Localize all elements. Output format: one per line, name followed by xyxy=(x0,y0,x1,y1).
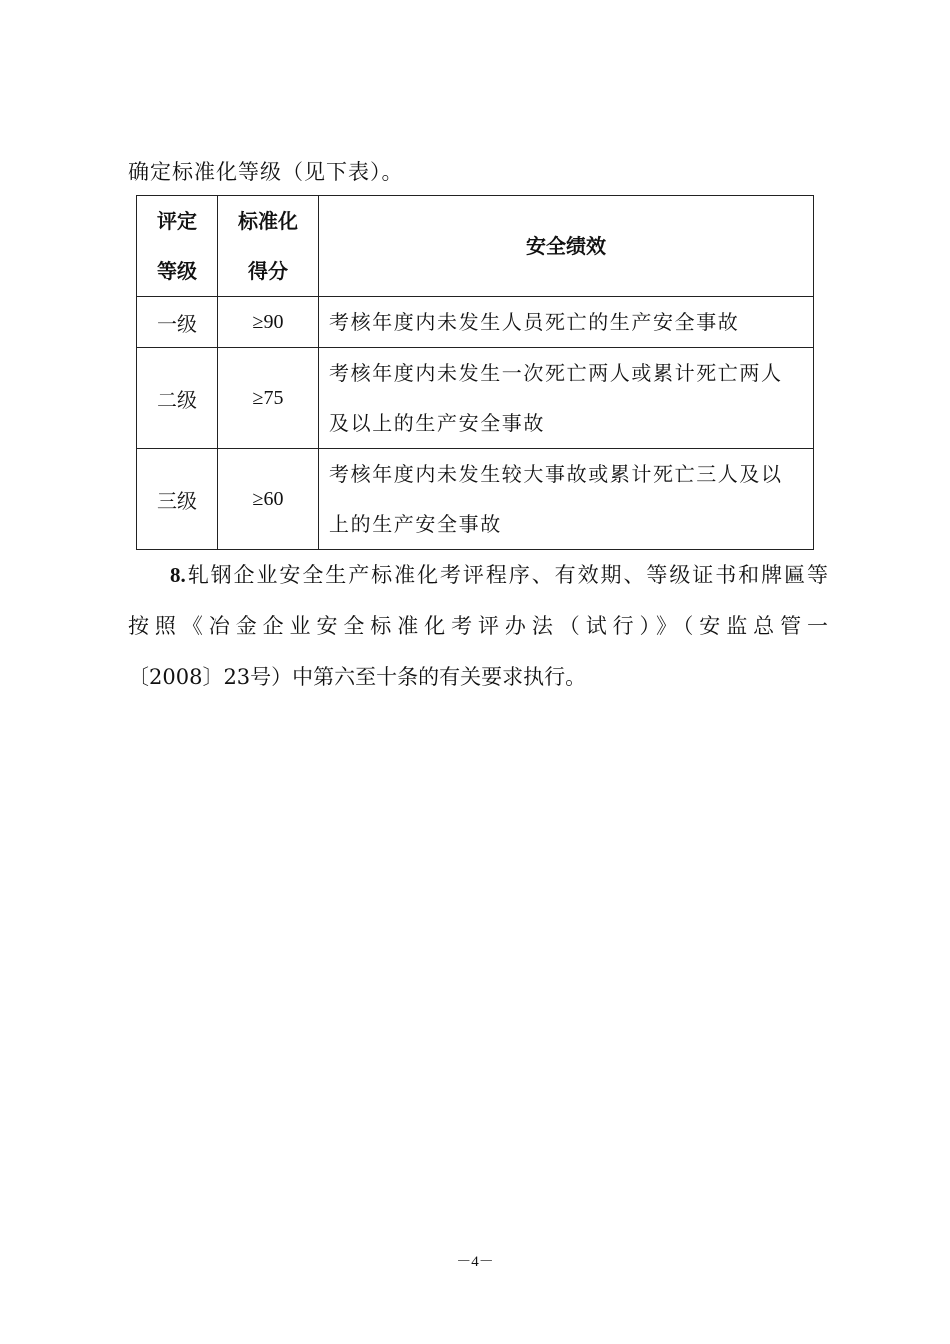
performance-line: 及以上的生产安全事故 xyxy=(329,411,545,435)
grade-cell: 一级 xyxy=(137,297,218,348)
header-grade xyxy=(137,196,218,297)
performance-cell xyxy=(319,297,814,348)
table-row xyxy=(137,449,814,550)
paragraph-line: 按照《冶金企业安全标准化考评办法（试行）》（安监总管一 xyxy=(128,614,828,638)
table-row xyxy=(137,348,814,449)
grade-table xyxy=(136,195,814,550)
paragraph-line: 〔2008〕23号）中第六至十条的有关要求执行。 xyxy=(128,665,587,689)
header-score-line2: 得分 xyxy=(248,259,288,283)
paragraph-8 xyxy=(128,550,828,703)
grade-cell: 二级 xyxy=(137,348,218,449)
score-cell: ≥60 xyxy=(218,449,319,550)
table-header-row xyxy=(137,196,814,297)
paragraph-line xyxy=(128,550,828,601)
score-cell: ≥90 xyxy=(218,297,319,348)
header-grade-line1: 评定 xyxy=(157,209,197,233)
intro-text: 确定标准化等级（见下表）。 xyxy=(128,160,404,184)
header-grade-line2: 等级 xyxy=(157,259,197,283)
score-cell: ≥75 xyxy=(218,348,319,449)
header-performance: 安全绩效 xyxy=(319,196,814,297)
header-score xyxy=(218,196,319,297)
table-row xyxy=(137,297,814,348)
header-score-line1: 标准化 xyxy=(238,209,298,233)
performance-line: 考核年度内未发生人员死亡的生产安全事故 xyxy=(329,310,740,334)
page-number: －4－ xyxy=(456,1254,494,1270)
paragraph-line1-text: 轧钢企业安全生产标准化考评程序、有效期、等级证书和牌匾等 xyxy=(185,563,828,587)
performance-line: 考核年度内未发生一次死亡两人或累计死亡两人 xyxy=(329,361,783,385)
performance-cell xyxy=(319,348,814,449)
performance-line: 上的生产安全事故 xyxy=(329,512,502,536)
performance-cell xyxy=(319,449,814,550)
grade-cell: 三级 xyxy=(137,449,218,550)
paragraph-number: 8. xyxy=(170,563,186,587)
performance-line: 考核年度内未发生较大事故或累计死亡三人及以 xyxy=(329,462,783,486)
